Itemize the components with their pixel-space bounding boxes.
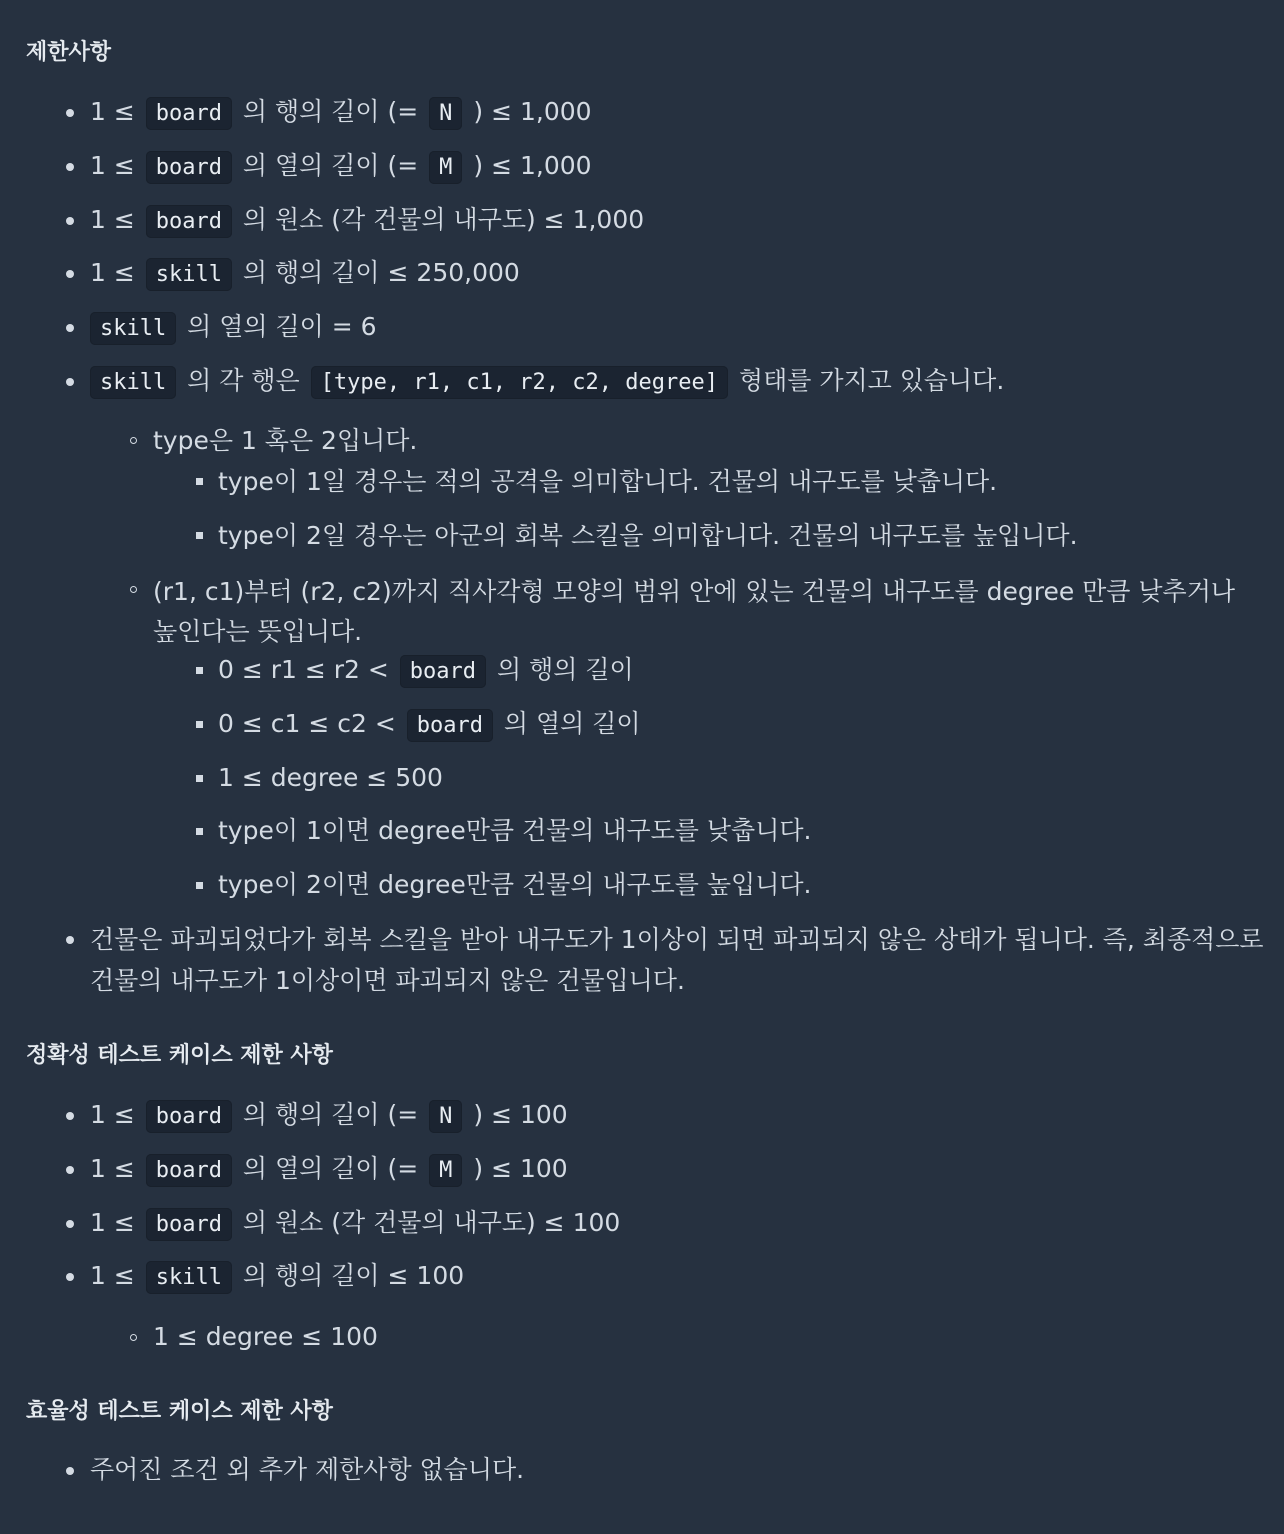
code-skill: skill: [146, 258, 232, 291]
code-board: board: [146, 97, 232, 130]
constraint-skill-cols: skill 의 열의 길이 = 6: [87, 310, 377, 346]
code-m: M: [429, 1154, 462, 1187]
accuracy-board-rows: 1 ≤ board 의 행의 길이 (= N ) ≤ 100: [90, 1098, 568, 1134]
efficiency-no-extra: 주어진 조건 외 추가 제한사항 없습니다.: [90, 1455, 525, 1484]
code-skill: skill: [146, 1261, 232, 1294]
bullet-icon: [66, 109, 74, 117]
constraint-col-range: 0 ≤ c1 ≤ c2 < board 의 열의 길이: [218, 707, 641, 743]
bullet-icon: [66, 270, 74, 278]
accuracy-board-cols: 1 ≤ board 의 열의 길이 (= M ) ≤ 100: [90, 1152, 568, 1188]
code-n: N: [429, 97, 462, 130]
sub-bullet-icon: [130, 437, 137, 444]
square-bullet-icon: [196, 828, 203, 835]
constraint-type-2: type이 2일 경우는 아군의 회복 스킬을 의미합니다. 건물의 내구도를 높입니다.: [218, 521, 1078, 550]
square-bullet-icon: [196, 532, 203, 539]
bullet-icon: [66, 324, 74, 332]
constraint-degree: 1 ≤ degree ≤ 500: [218, 763, 443, 792]
bullet-icon: [66, 163, 74, 171]
constraint-range-description: (r1, c1)부터 (r2, c2)까지 직사각형 모양의 범위 안에 있는 건물의 내구도를 degree 만큼 낮추거나 높인다는 뜻입니다.: [153, 577, 1235, 646]
code-skill: skill: [90, 312, 176, 345]
accuracy-board-elements: 1 ≤ board 의 원소 (각 건물의 내구도) ≤ 100: [90, 1206, 620, 1242]
code-board: board: [146, 1154, 232, 1187]
efficiency-heading: 효율성 테스트 케이스 제한 사항: [26, 1399, 333, 1424]
constraint-type-values: type은 1 혹은 2입니다.: [153, 426, 418, 455]
constraint-degree-raise: type이 2이면 degree만큼 건물의 내구도를 높입니다.: [218, 870, 812, 899]
code-board: board: [146, 205, 232, 238]
bullet-icon: [66, 936, 74, 944]
bullet-icon: [66, 1220, 74, 1228]
code-skill: skill: [90, 366, 176, 399]
constraint-skill-format: skill 의 각 행은 [type, r1, c1, r2, c2, degree] 형태를 가지고 있습니다.: [87, 364, 1004, 400]
sub-bullet-icon: [130, 586, 137, 593]
bullet-icon: [66, 1273, 74, 1281]
accuracy-skill-rows: 1 ≤ skill 의 행의 길이 ≤ 100: [90, 1259, 464, 1295]
code-board: board: [146, 151, 232, 184]
constraint-skill-rows: 1 ≤ skill 의 행의 길이 ≤ 250,000: [90, 256, 520, 292]
code-board: board: [407, 709, 493, 742]
square-bullet-icon: [196, 775, 203, 782]
accuracy-heading: 정확성 테스트 케이스 제한 사항: [26, 1043, 333, 1068]
code-board: board: [146, 1100, 232, 1133]
square-bullet-icon: [196, 721, 203, 728]
code-m: M: [429, 151, 462, 184]
constraint-board-elements: 1 ≤ board 의 원소 (각 건물의 내구도) ≤ 1,000: [90, 203, 644, 239]
constraint-destroyed-building: 건물은 파괴되었다가 회복 스킬을 받아 내구도가 1이상이 되면 파괴되지 않은 상태가 됩니다. 즉, 최종적으로 건물의 내구도가 1이상이면 파괴되지 않은 건물입니다.: [90, 925, 1264, 995]
constraint-board-cols: 1 ≤ board 의 열의 길이 (= M ) ≤ 1,000: [90, 149, 592, 185]
constraint-board-rows: 1 ≤ board 의 행의 길이 (= N ) ≤ 1,000: [90, 95, 592, 131]
bullet-icon: [66, 378, 74, 386]
code-skill-format: [type, r1, c1, r2, c2, degree]: [311, 366, 728, 399]
square-bullet-icon: [196, 882, 203, 889]
bullet-icon: [66, 1112, 74, 1120]
bullet-icon: [66, 217, 74, 225]
square-bullet-icon: [196, 667, 203, 674]
accuracy-degree: 1 ≤ degree ≤ 100: [153, 1322, 378, 1351]
square-bullet-icon: [196, 478, 203, 485]
bullet-icon: [66, 1467, 74, 1475]
code-n: N: [429, 1100, 462, 1133]
constraint-row-range: 0 ≤ r1 ≤ r2 < board 의 행의 길이: [218, 653, 634, 689]
bullet-icon: [66, 1166, 74, 1174]
code-board: board: [400, 655, 486, 688]
code-board: board: [146, 1208, 232, 1241]
constraint-degree-lower: type이 1이면 degree만큼 건물의 내구도를 낮춥니다.: [218, 816, 812, 845]
constraint-type-1: type이 1일 경우는 적의 공격을 의미합니다. 건물의 내구도를 낮춥니다.: [218, 467, 998, 496]
sub-bullet-icon: [130, 1334, 137, 1341]
constraints-heading: 제한사항: [26, 40, 112, 65]
